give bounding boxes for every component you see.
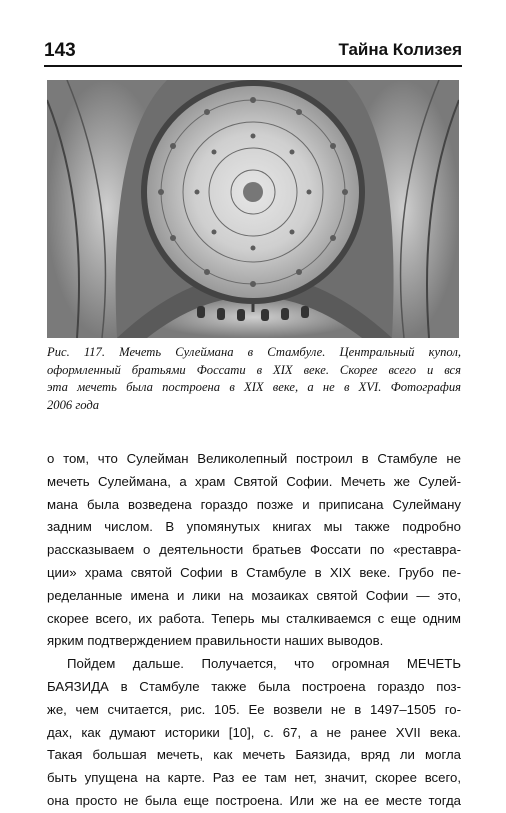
paragraph1-line: рассказываем о деятельности братьев Фоссати по «реставра- <box>47 542 461 558</box>
paragraph1-line: ции» храма святой Софии в Стамбуле в XIX веке. Грубо пе- <box>47 564 461 580</box>
paragraph2-line: Пойдем дальше. Получается, что огромная МЕЧЕТЬ <box>67 656 461 672</box>
figure-caption <box>47 344 461 414</box>
paragraph1-line: ярким подтверждением правильности наших выводов. <box>47 633 384 649</box>
paragraph1-line: о том, что Сулейман Великолепный построил в Стамбуле не <box>47 451 461 466</box>
caption-line: Рис. 117. Мечеть Сулеймана в Стамбуле. Центральный купол, <box>47 345 461 359</box>
mosque-dome-photo <box>47 80 459 338</box>
dome-photo-illustration <box>47 80 459 338</box>
caption-line: 2006 года <box>47 397 100 412</box>
paragraph2-line: дах, как думают историки [10], с. 67, а не ранее XVII века. <box>47 724 461 740</box>
paragraph1-line: скорее всего, их работа. Теперь мы сталкиваемся с еще одним <box>47 610 461 626</box>
caption-line: эта мечеть была построена в XIX веке, а не в XVI. Фотография <box>47 380 461 394</box>
paragraph2-line: Такая большая мечеть, как мечеть Баязида, вряд ли могла <box>47 747 461 763</box>
paragraph2-line: же, чем считается, рис. 105. Ее возвели не в 1497–1505 го- <box>47 701 461 717</box>
paragraph2-line: быть упущена на карте. Раз ее там нет, значит, скорее всего, <box>47 770 461 786</box>
paragraph1-line: задним числом. В упомянутых книгах мы также подробно <box>47 519 461 535</box>
caption-line: оформленный братьями Фоссати в XIX веке. Скорее всего и вся <box>47 362 461 377</box>
paragraph2-line: БАЯЗИДА в Стамбуле также была построена гораздо поз- <box>47 678 461 694</box>
paragraph1-line: ределанные имена и лики на мозаиках святой Софии — это, <box>47 587 461 603</box>
body-text <box>47 448 461 813</box>
paragraph2-line: она просто не была еще построена. Или же на ее месте тогда <box>47 792 461 808</box>
page-header <box>44 40 462 62</box>
page-number: 143 <box>44 40 76 61</box>
paragraph1-line: мана была возведена гораздо позже и приписана Сулейману <box>47 496 461 512</box>
paragraph1-line: мечеть Сулеймана, а храм Святой Софии. Мечеть же Сулей- <box>47 473 461 489</box>
header-rule <box>44 65 462 67</box>
running-title: Тайна Колизея <box>338 40 462 59</box>
